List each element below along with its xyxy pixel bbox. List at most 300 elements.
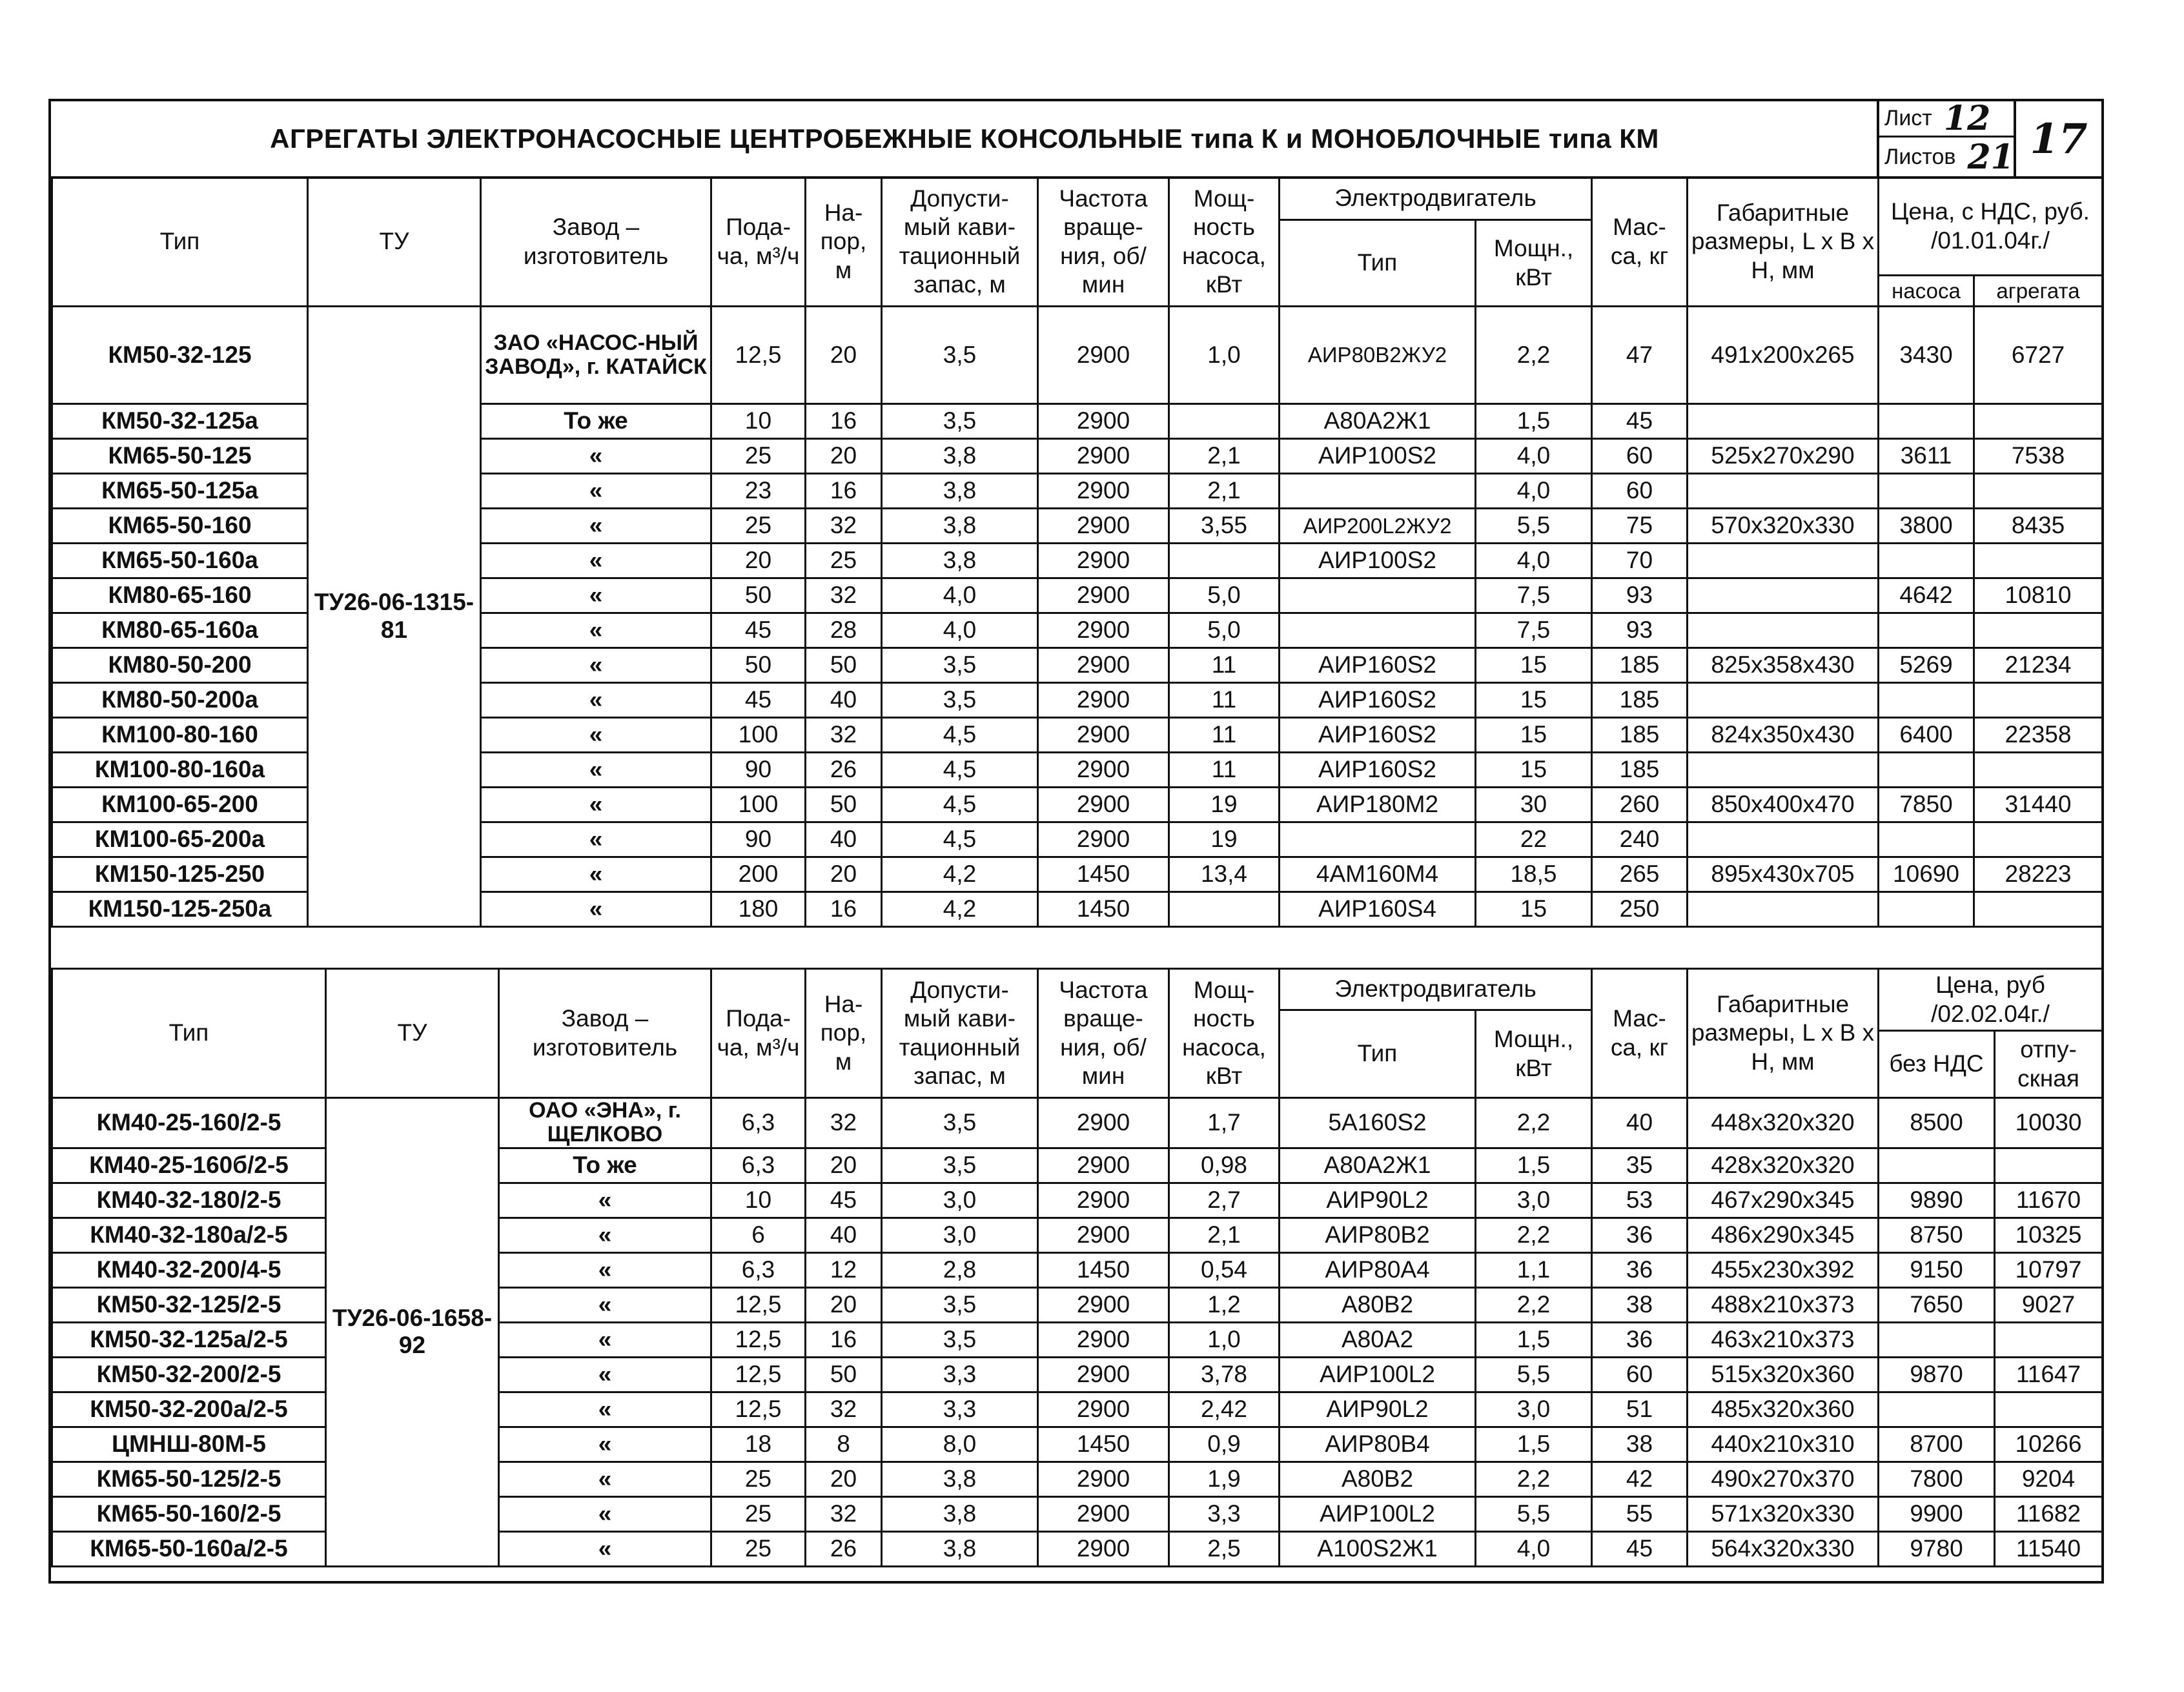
- cell-mass: 185: [1592, 753, 1688, 788]
- cell-plant: «: [499, 1218, 711, 1252]
- cell-head: 16: [806, 404, 882, 439]
- sheet-total-label: Листов: [1884, 144, 1956, 169]
- cell-motor-power: 5,5: [1476, 1357, 1592, 1392]
- cell-pump-power: 11: [1169, 718, 1280, 753]
- cell-motor-type: АИР80В2: [1280, 1218, 1476, 1252]
- cell-flow: 25: [711, 1462, 806, 1496]
- header-tu: ТУ: [326, 969, 499, 1098]
- cell-type: КМ40-32-180а/2-5: [52, 1218, 326, 1252]
- cell-npsh: 3,8: [882, 1496, 1038, 1531]
- header-rpm: Частота враще- ния, об/мин: [1038, 178, 1169, 307]
- cell-price-b: 11670: [1995, 1183, 2103, 1218]
- cell-rpm: 2900: [1038, 1218, 1169, 1252]
- cell-price-b: 11682: [1995, 1496, 2103, 1531]
- cell-type: КМ65-50-160: [52, 509, 308, 544]
- cell-npsh: 3,8: [882, 1462, 1038, 1496]
- header-motor-type: Тип: [1280, 1010, 1476, 1098]
- cell-dims: 490x270x370: [1688, 1462, 1879, 1496]
- cell-motor-power: 15: [1476, 753, 1592, 788]
- cell-head: 26: [806, 1531, 882, 1566]
- cell-motor-power: 3,0: [1476, 1392, 1592, 1427]
- cell-plant: «: [481, 753, 711, 788]
- cell-pump-power: 1,0: [1169, 1322, 1280, 1357]
- cell-price-a: 3430: [1879, 307, 1974, 404]
- cell-rpm: 2900: [1038, 1183, 1169, 1218]
- cell-dims: 564x320x330: [1688, 1531, 1879, 1566]
- cell-type: ЦМНШ-80М-5: [52, 1427, 326, 1462]
- sheet-info: [1877, 101, 2014, 176]
- header-price: Цена, руб /02.02.04г./: [1879, 969, 2103, 1031]
- cell-rpm: 2900: [1038, 544, 1169, 578]
- cell-mass: 93: [1592, 578, 1688, 613]
- cell-pump-power: 19: [1169, 822, 1280, 857]
- header-motor: Электродвигатель: [1280, 178, 1592, 220]
- cell-mass: 185: [1592, 683, 1688, 718]
- cell-pump-power: 5,0: [1169, 578, 1280, 613]
- cell-pump-power: 2,1: [1169, 439, 1280, 474]
- cell-head: 50: [806, 648, 882, 683]
- cell-dims: 825x358x430: [1688, 648, 1879, 683]
- cell-price-b: 22358: [1974, 718, 2103, 753]
- cell-mass: 36: [1592, 1322, 1688, 1357]
- cell-mass: 60: [1592, 439, 1688, 474]
- cell-motor-type: А80А2: [1280, 1322, 1476, 1357]
- sheet-total: 21: [1967, 137, 2014, 177]
- cell-rpm: 2900: [1038, 474, 1169, 509]
- cell-motor-type: АИР100L2: [1280, 1357, 1476, 1392]
- cell-flow: 6,3: [711, 1148, 806, 1183]
- header-motor-type: Тип: [1280, 220, 1476, 307]
- cell-mass: 38: [1592, 1287, 1688, 1322]
- cell-pump-power: 1,9: [1169, 1462, 1280, 1496]
- cell-rpm: 1450: [1038, 1252, 1169, 1287]
- cell-flow: 20: [711, 544, 806, 578]
- cell-plant: «: [481, 683, 711, 718]
- cell-npsh: 4,2: [882, 892, 1038, 927]
- cell-npsh: 2,8: [882, 1252, 1038, 1287]
- cell-type: КМ50-32-125/2-5: [52, 1287, 326, 1322]
- cell-rpm: 1450: [1038, 1427, 1169, 1462]
- cell-price-b: 10797: [1995, 1252, 2103, 1287]
- cell-price-a: 5269: [1879, 648, 1974, 683]
- cell-head: 20: [806, 1287, 882, 1322]
- cell-price-b: [1974, 822, 2103, 857]
- cell-pump-power: [1169, 404, 1280, 439]
- header-mass: Мас- са, кг: [1592, 969, 1688, 1098]
- cell-motor-power: 2,2: [1476, 1462, 1592, 1496]
- cell-npsh: 4,5: [882, 788, 1038, 822]
- cell-price-a: [1879, 683, 1974, 718]
- cell-motor-power: 1,1: [1476, 1252, 1592, 1287]
- cell-price-a: 10690: [1879, 857, 1974, 892]
- cell-plant: «: [499, 1252, 711, 1287]
- cell-flow: 23: [711, 474, 806, 509]
- cell-dims: 428x320x320: [1688, 1148, 1879, 1183]
- cell-pump-power: 11: [1169, 648, 1280, 683]
- cell-motor-type: А80В2: [1280, 1462, 1476, 1496]
- cell-price-b: 28223: [1974, 857, 2103, 892]
- cell-price-a: 8750: [1879, 1218, 1995, 1252]
- cell-pump-power: 1,7: [1169, 1098, 1280, 1148]
- cell-price-a: 9150: [1879, 1252, 1995, 1287]
- cell-rpm: 2900: [1038, 1392, 1169, 1427]
- cell-mass: 185: [1592, 648, 1688, 683]
- cell-dims: 491x200x265: [1688, 307, 1879, 404]
- cell-plant: «: [481, 474, 711, 509]
- cell-motor-type: АИР160S4: [1280, 892, 1476, 927]
- cell-npsh: 3,0: [882, 1218, 1038, 1252]
- cell-mass: 93: [1592, 613, 1688, 648]
- cell-dims: 570x320x330: [1688, 509, 1879, 544]
- cell-type: КМ65-50-125а: [52, 474, 308, 509]
- cell-price-a: 8500: [1879, 1098, 1995, 1148]
- cell-flow: 45: [711, 613, 806, 648]
- cell-npsh: 3,8: [882, 439, 1038, 474]
- cell-pump-power: 19: [1169, 788, 1280, 822]
- cell-motor-power: 18,5: [1476, 857, 1592, 892]
- header-price-unit: агрегата: [1974, 276, 2103, 307]
- cell-price-a: 7800: [1879, 1462, 1995, 1496]
- cell-motor-power: 4,0: [1476, 439, 1592, 474]
- cell-motor-power: 15: [1476, 648, 1592, 683]
- cell-flow: 10: [711, 1183, 806, 1218]
- cell-mass: 250: [1592, 892, 1688, 927]
- cell-plant: «: [481, 892, 711, 927]
- cell-motor-power: 4,0: [1476, 474, 1592, 509]
- cell-mass: 35: [1592, 1148, 1688, 1183]
- cell-price-b: [1974, 474, 2103, 509]
- cell-motor-type: АИР180М2: [1280, 788, 1476, 822]
- cell-price-a: 9870: [1879, 1357, 1995, 1392]
- cell-flow: 50: [711, 648, 806, 683]
- cell-head: 16: [806, 892, 882, 927]
- cell-dims: [1688, 474, 1879, 509]
- page-title: АГРЕГАТЫ ЭЛЕКТРОНАСОСНЫЕ ЦЕНТРОБЕЖНЫЕ КОНСОЛЬНЫЕ типа К и МОНОБЛОЧНЫЕ типа КМ: [270, 123, 1659, 154]
- cell-dims: [1688, 544, 1879, 578]
- cell-motor-power: 5,5: [1476, 1496, 1592, 1531]
- cell-npsh: 4,0: [882, 578, 1038, 613]
- cell-dims: [1688, 613, 1879, 648]
- cell-npsh: 4,5: [882, 822, 1038, 857]
- cell-plant: «: [499, 1322, 711, 1357]
- cell-motor-power: 1,5: [1476, 404, 1592, 439]
- cell-price-b: [1995, 1148, 2103, 1183]
- cell-npsh: 4,2: [882, 857, 1038, 892]
- cell-price-a: [1879, 1322, 1995, 1357]
- cell-motor-type: АИР160S2: [1280, 753, 1476, 788]
- cell-plant: «: [499, 1183, 711, 1218]
- cell-type: КМ100-65-200: [52, 788, 308, 822]
- cell-head: 50: [806, 788, 882, 822]
- cell-mass: 47: [1592, 307, 1688, 404]
- cell-rpm: 2900: [1038, 648, 1169, 683]
- cell-head: 40: [806, 1218, 882, 1252]
- cell-price-b: [1974, 753, 2103, 788]
- cell-motor-power: 1,5: [1476, 1148, 1592, 1183]
- cell-price-a: [1879, 1148, 1995, 1183]
- cell-rpm: 2900: [1038, 578, 1169, 613]
- cell-plant: ОАО «ЭНА», г. ЩЕЛКОВО: [499, 1098, 711, 1148]
- cell-price-a: 7650: [1879, 1287, 1995, 1322]
- cell-pump-power: 13,4: [1169, 857, 1280, 892]
- cell-plant: «: [481, 439, 711, 474]
- cell-type: КМ80-65-160: [52, 578, 308, 613]
- cell-motor-type: АИР160S2: [1280, 718, 1476, 753]
- cell-type: КМ65-50-125: [52, 439, 308, 474]
- cell-flow: 90: [711, 753, 806, 788]
- cell-motor-type: А80А2Ж1: [1280, 404, 1476, 439]
- cell-price-a: 4642: [1879, 578, 1974, 613]
- cell-type: КМ50-32-200а/2-5: [52, 1392, 326, 1427]
- cell-price-b: 21234: [1974, 648, 2103, 683]
- cell-price-b: [1995, 1392, 2103, 1427]
- cell-type: КМ50-32-200/2-5: [52, 1357, 326, 1392]
- cell-head: 32: [806, 718, 882, 753]
- cell-flow: 6,3: [711, 1098, 806, 1148]
- cell-mass: 51: [1592, 1392, 1688, 1427]
- cell-motor-type: АИР90L2: [1280, 1392, 1476, 1427]
- cell-npsh: 3,8: [882, 509, 1038, 544]
- cell-npsh: 3,5: [882, 1148, 1038, 1183]
- cell-head: 32: [806, 1496, 882, 1531]
- sheet-label: Лист: [1884, 106, 1932, 130]
- cell-npsh: 3,5: [882, 1322, 1038, 1357]
- header-head: На- пор, м: [806, 178, 882, 307]
- cell-mass: 260: [1592, 788, 1688, 822]
- cell-dims: 571x320x330: [1688, 1496, 1879, 1531]
- cell-price-a: 7850: [1879, 788, 1974, 822]
- cell-pump-power: 2,1: [1169, 474, 1280, 509]
- cell-head: 28: [806, 613, 882, 648]
- cell-pump-power: 3,55: [1169, 509, 1280, 544]
- cell-npsh: 3,8: [882, 474, 1038, 509]
- cell-motor-power: 30: [1476, 788, 1592, 822]
- cell-mass: 36: [1592, 1252, 1688, 1287]
- cell-flow: 25: [711, 439, 806, 474]
- cell-motor-power: 7,5: [1476, 613, 1592, 648]
- cell-head: 26: [806, 753, 882, 788]
- cell-pump-power: 2,1: [1169, 1218, 1280, 1252]
- cell-price-a: [1879, 613, 1974, 648]
- cell-pump-power: 0,54: [1169, 1252, 1280, 1287]
- cell-motor-power: 2,2: [1476, 1218, 1592, 1252]
- cell-type: КМ40-32-180/2-5: [52, 1183, 326, 1218]
- cell-dims: 486x290x345: [1688, 1218, 1879, 1252]
- cell-rpm: 1450: [1038, 857, 1169, 892]
- cell-head: 40: [806, 822, 882, 857]
- cell-price-b: 11647: [1995, 1357, 2103, 1392]
- cell-motor-type: АИР80В4: [1280, 1427, 1476, 1462]
- cell-pump-power: 11: [1169, 683, 1280, 718]
- header-flow: Пода- ча, м³/ч: [711, 178, 806, 307]
- cell-mass: 75: [1592, 509, 1688, 544]
- header-price: Цена, с НДС, руб. /01.01.04г./: [1879, 178, 2103, 276]
- header-npsh: Допусти- мый кави- тационный запас, м: [882, 969, 1038, 1098]
- cell-dims: 488x210x373: [1688, 1287, 1879, 1322]
- cell-plant: «: [481, 613, 711, 648]
- cell-head: 32: [806, 1098, 882, 1148]
- cell-head: 20: [806, 857, 882, 892]
- cell-motor-type: АИР160S2: [1280, 683, 1476, 718]
- header-motor-power: Мощн., кВт: [1476, 220, 1592, 307]
- header-type: Тип: [52, 178, 308, 307]
- cell-rpm: 2900: [1038, 753, 1169, 788]
- cell-pump-power: [1169, 892, 1280, 927]
- header-plant: Завод – изготовитель: [499, 969, 711, 1098]
- cell-npsh: 3,3: [882, 1392, 1038, 1427]
- cell-price-a: 6400: [1879, 718, 1974, 753]
- cell-head: 45: [806, 1183, 882, 1218]
- cell-head: 40: [806, 683, 882, 718]
- cell-type: КМ50-32-125а/2-5: [52, 1322, 326, 1357]
- cell-plant: «: [481, 648, 711, 683]
- cell-head: 20: [806, 1148, 882, 1183]
- cell-rpm: 2900: [1038, 509, 1169, 544]
- cell-head: 8: [806, 1427, 882, 1462]
- cell-dims: 515x320x360: [1688, 1357, 1879, 1392]
- header-tu: ТУ: [308, 178, 481, 307]
- cell-flow: 25: [711, 1531, 806, 1566]
- cell-npsh: 3,5: [882, 307, 1038, 404]
- sheet-total-row: [1879, 139, 2014, 175]
- cell-motor-power: 2,2: [1476, 1287, 1592, 1322]
- cell-head: 32: [806, 1392, 882, 1427]
- cell-plant: «: [499, 1462, 711, 1496]
- cell-npsh: 8,0: [882, 1427, 1038, 1462]
- cell-dims: 824x350x430: [1688, 718, 1879, 753]
- cell-rpm: 2900: [1038, 307, 1169, 404]
- cell-motor-type: А80В2: [1280, 1287, 1476, 1322]
- cell-mass: 60: [1592, 474, 1688, 509]
- cell-flow: 25: [711, 1496, 806, 1531]
- cell-plant: «: [481, 857, 711, 892]
- cell-npsh: 3,5: [882, 683, 1038, 718]
- cell-flow: 200: [711, 857, 806, 892]
- table-row: [52, 307, 2103, 404]
- cell-type: КМ150-125-250а: [52, 892, 308, 927]
- cell-head: 32: [806, 509, 882, 544]
- cell-head: 20: [806, 439, 882, 474]
- cell-type: КМ65-50-160а/2-5: [52, 1531, 326, 1566]
- cell-price-b: 10325: [1995, 1218, 2103, 1252]
- cell-mass: 36: [1592, 1218, 1688, 1252]
- header-pump-power: Мощ- ность насоса, кВт: [1169, 969, 1280, 1098]
- cell-tu: ТУ26-06-1315-81: [308, 307, 481, 927]
- cell-plant: «: [481, 788, 711, 822]
- cell-mass: 185: [1592, 718, 1688, 753]
- cell-rpm: 2900: [1038, 1531, 1169, 1566]
- cell-price-a: 9780: [1879, 1531, 1995, 1566]
- cell-price-a: [1879, 892, 1974, 927]
- cell-npsh: 4,0: [882, 613, 1038, 648]
- cell-head: 50: [806, 1357, 882, 1392]
- cell-price-a: [1879, 822, 1974, 857]
- cell-motor-power: 1,5: [1476, 1322, 1592, 1357]
- cell-dims: [1688, 404, 1879, 439]
- cell-pump-power: 11: [1169, 753, 1280, 788]
- cell-mass: 40: [1592, 1098, 1688, 1148]
- cell-pump-power: [1169, 544, 1280, 578]
- cell-price-b: [1974, 683, 2103, 718]
- cell-price-b: [1974, 613, 2103, 648]
- cell-plant: «: [499, 1392, 711, 1427]
- cell-rpm: 2900: [1038, 439, 1169, 474]
- page-number: 17: [2014, 101, 2101, 176]
- cell-rpm: 2900: [1038, 788, 1169, 822]
- cell-dims: 850x400x470: [1688, 788, 1879, 822]
- header-rpm: Частота враще- ния, об/мин: [1038, 969, 1169, 1098]
- cell-mass: 45: [1592, 404, 1688, 439]
- cell-npsh: 3,5: [882, 1098, 1038, 1148]
- cell-mass: 60: [1592, 1357, 1688, 1392]
- header-type: Тип: [52, 969, 326, 1098]
- cell-type: КМ80-65-160а: [52, 613, 308, 648]
- cell-head: 16: [806, 474, 882, 509]
- sheet-number-row: [1879, 101, 2014, 138]
- cell-type: КМ100-80-160а: [52, 753, 308, 788]
- header-price-retail: отпу- скная: [1995, 1031, 2103, 1098]
- cell-type: КМ100-80-160: [52, 718, 308, 753]
- cell-rpm: 2900: [1038, 404, 1169, 439]
- cell-flow: 12,5: [711, 1322, 806, 1357]
- header-motor: Электродвигатель: [1280, 969, 1592, 1010]
- cell-rpm: 2900: [1038, 683, 1169, 718]
- header-price-pump: насоса: [1879, 276, 1974, 307]
- cell-motor-type: [1280, 613, 1476, 648]
- cell-flow: 90: [711, 822, 806, 857]
- cell-type: КМ80-50-200: [52, 648, 308, 683]
- cell-plant: ЗАО «НАСОС-НЫЙ ЗАВОД», г. КАТАЙСК: [481, 307, 711, 404]
- header-mass: Мас- са, кг: [1592, 178, 1688, 307]
- cell-rpm: 2900: [1038, 1287, 1169, 1322]
- cell-price-b: 31440: [1974, 788, 2103, 822]
- cell-motor-power: 3,0: [1476, 1183, 1592, 1218]
- cell-price-a: 9900: [1879, 1496, 1995, 1531]
- cell-flow: 18: [711, 1427, 806, 1462]
- cell-motor-type: АИР200L2ЖУ2: [1280, 509, 1476, 544]
- cell-motor-power: 22: [1476, 822, 1592, 857]
- cell-motor-power: 5,5: [1476, 509, 1592, 544]
- cell-rpm: 2900: [1038, 1357, 1169, 1392]
- cell-flow: 50: [711, 578, 806, 613]
- cell-dims: [1688, 683, 1879, 718]
- cell-motor-power: 4,0: [1476, 544, 1592, 578]
- cell-flow: 100: [711, 718, 806, 753]
- cell-plant: «: [499, 1531, 711, 1566]
- cell-npsh: 4,5: [882, 753, 1038, 788]
- cell-dims: 895x430x705: [1688, 857, 1879, 892]
- pump-table-2: [51, 968, 2103, 1567]
- cell-price-a: [1879, 753, 1974, 788]
- cell-dims: [1688, 892, 1879, 927]
- cell-head: 20: [806, 1462, 882, 1496]
- cell-type: КМ65-50-160а: [52, 544, 308, 578]
- cell-motor-power: 1,5: [1476, 1427, 1592, 1462]
- header-dims: Габаритные размеры, L x B x H, мм: [1688, 178, 1879, 307]
- cell-flow: 6: [711, 1218, 806, 1252]
- cell-npsh: 3,0: [882, 1183, 1038, 1218]
- cell-flow: 12,5: [711, 307, 806, 404]
- cell-price-b: 8435: [1974, 509, 2103, 544]
- cell-rpm: 2900: [1038, 1462, 1169, 1496]
- cell-type: КМ50-32-125а: [52, 404, 308, 439]
- cell-price-a: 3800: [1879, 509, 1974, 544]
- cell-motor-power: 7,5: [1476, 578, 1592, 613]
- cell-price-b: 11540: [1995, 1531, 2103, 1566]
- cell-dims: 463x210x373: [1688, 1322, 1879, 1357]
- cell-head: 16: [806, 1322, 882, 1357]
- cell-motor-power: 15: [1476, 892, 1592, 927]
